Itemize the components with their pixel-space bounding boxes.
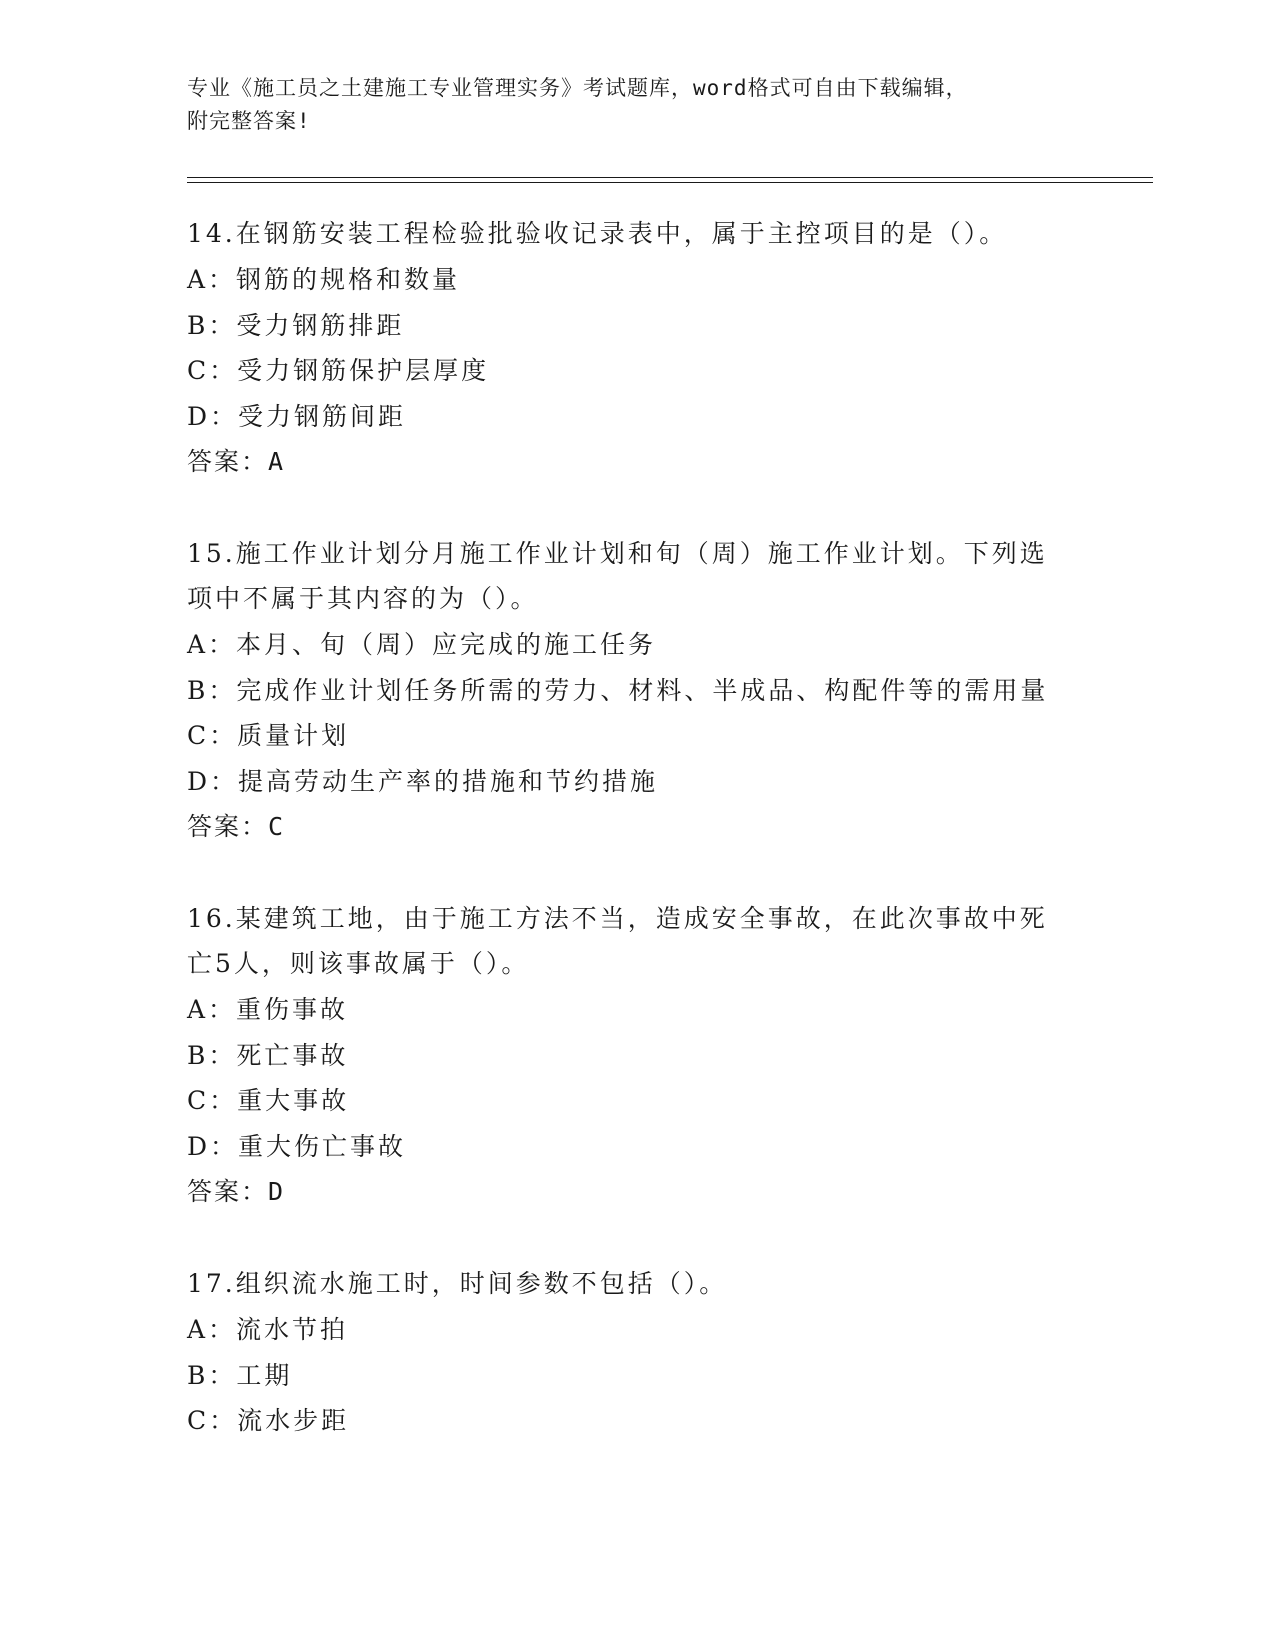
answer-value: A (268, 447, 285, 476)
question-stem (187, 531, 1087, 621)
answer-value: D (268, 1177, 285, 1206)
question-15 (187, 531, 1087, 850)
option-d: D：受力钢筋间距 (187, 401, 407, 431)
answer-value: C (268, 812, 285, 841)
question-stem-line: 17.组织流水施工时，时间参数不包括（）。 (187, 1269, 728, 1298)
option-b: B：受力钢筋排距 (187, 310, 405, 340)
option-b: B：完成作业计划任务所需的劳力、材料、半成品、构配件等的需用量 (187, 675, 1049, 705)
option-c: C：重大事故 (187, 1086, 350, 1115)
document-header (187, 72, 1087, 138)
question-list (187, 211, 1087, 1490)
answer-label: 答案： (187, 1177, 269, 1206)
option-b: B：工期 (187, 1360, 293, 1390)
option-d: D：重大伤亡事故 (187, 1131, 407, 1161)
question-17 (187, 1261, 1087, 1444)
answer-label: 答案： (187, 812, 269, 841)
option-c: C：流水步距 (187, 1406, 350, 1435)
answer-line (187, 439, 1087, 485)
option-a: A：流水节拍 (187, 1315, 349, 1344)
question-16 (187, 896, 1087, 1215)
header-line-1: 专业《施工员之土建施工专业管理实务》考试题库，word格式可自由下载编辑， (187, 76, 968, 100)
option-a: A：本月、旬（周）应完成的施工任务 (187, 630, 657, 659)
question-stem (187, 211, 1087, 256)
option-c: C：质量计划 (187, 721, 350, 750)
header-divider-bottom (187, 182, 1153, 183)
answer-label: 答案： (187, 447, 269, 476)
option-a: A：重伤事故 (187, 995, 349, 1024)
question-14 (187, 211, 1087, 485)
question-stem-line: 项中不属于其内容的为（）。 (187, 584, 539, 613)
header-line-2: 附完整答案! (187, 109, 311, 133)
question-stem-line: 16.某建筑工地，由于施工方法不当，造成安全事故，在此次事故中死 (187, 904, 1048, 933)
header-divider-top (187, 177, 1153, 178)
answer-line (187, 1169, 1087, 1215)
option-a: A：钢筋的规格和数量 (187, 265, 461, 294)
answer-line (187, 804, 1087, 850)
option-b: B：死亡事故 (187, 1040, 349, 1070)
question-stem (187, 896, 1087, 986)
option-d: D：提高劳动生产率的措施和节约措施 (187, 766, 659, 796)
option-c: C：受力钢筋保护层厚度 (187, 356, 490, 385)
question-stem-line: 14.在钢筋安装工程检验批验收记录表中，属于主控项目的是（）。 (187, 219, 1008, 248)
question-stem (187, 1261, 1087, 1306)
question-stem-line: 亡5人，则该事故属于（）。 (187, 949, 530, 978)
question-stem-line: 15.施工作业计划分月施工作业计划和旬（周）施工作业计划。下列选 (187, 539, 1048, 568)
